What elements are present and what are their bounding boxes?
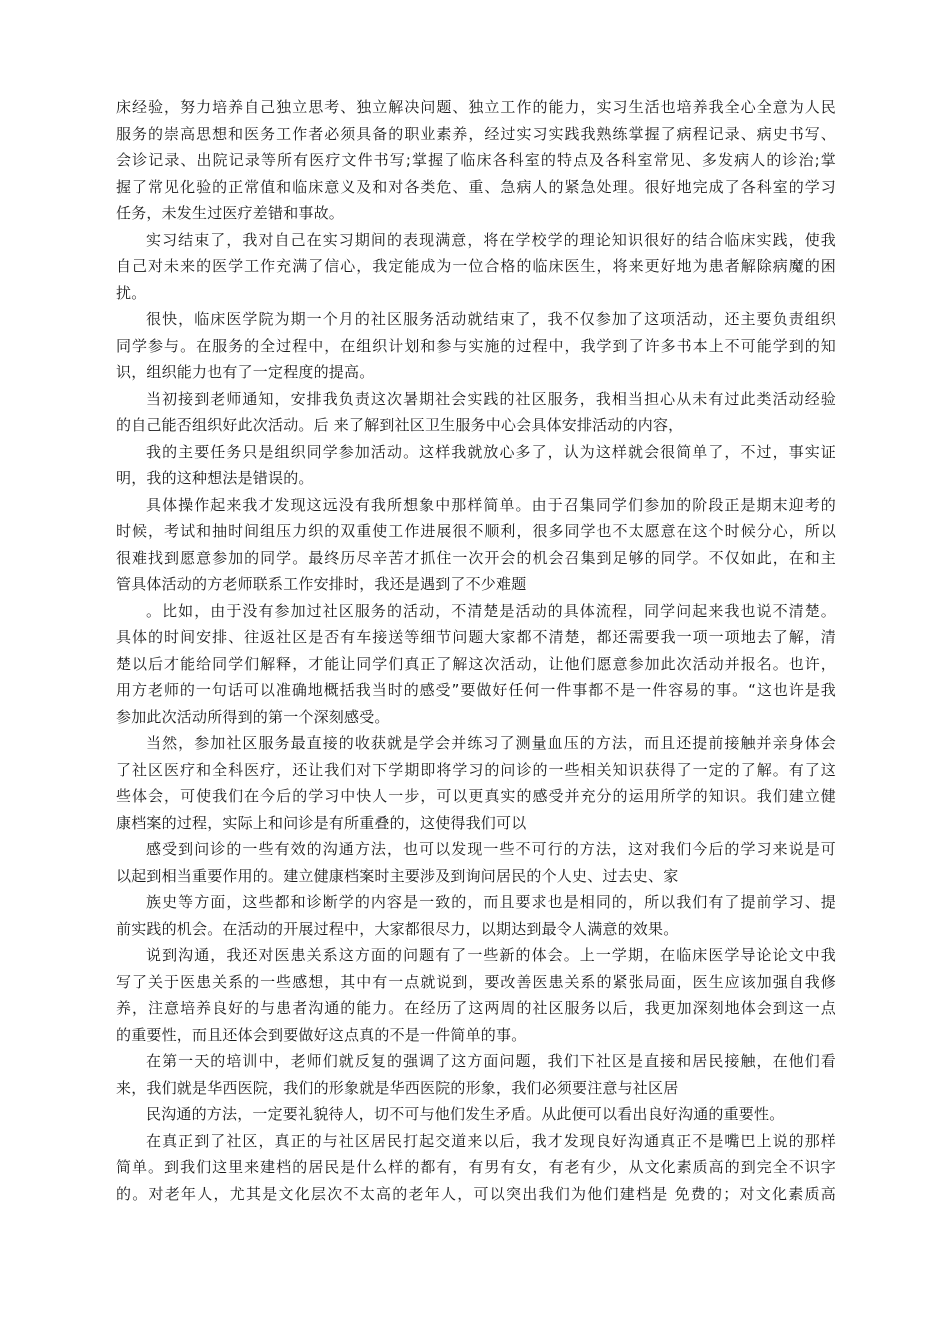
text-line: 楚以后才能给同学们解释，才能让同学们真正了解这次活动，让他们愿意参加此次活动并报名。也许， — [116, 654, 836, 673]
text-line: 。比如，由于没有参加过社区服务的活动，不清楚是活动的具体流程，同学问起来我也说不清楚。 — [146, 601, 836, 620]
document-body — [116, 94, 836, 1207]
text-line: 实习结束了，我对自己在实习期间的表现满意，将在学校学的理论知识很好的结合临床实践，使我 — [146, 230, 836, 249]
text-line: 参加此次活动所得到的第一个深刻感受。 — [116, 707, 390, 726]
text-line: 养，注意培养良好的与患者沟通的能力。在经历了这两周的社区服务以后，我更加深刻地体会到这一点 — [116, 999, 836, 1017]
text-line: 以起到相当重要作用的。建立健康档案时主要涉及到询问居民的个人史、过去史、家 — [116, 866, 679, 885]
text-line: 识，组织能力也有了一定程度的提高。 — [116, 363, 375, 381]
text-line: 同学参与。在服务的全过程中，在组织计划和参与实施的过程中，我学到了许多书本上不可能学到的知 — [116, 336, 836, 355]
text-line: 康档案的过程，实际上和问诊是有所重叠的，这使得我们可以 — [116, 813, 527, 832]
text-line: 管具体活动的方老师联系工作安排时，我还是遇到了不少难题 — [116, 575, 527, 593]
text-line: 的。对老年人，尤其是文化层次不太高的老年人，可以突出我们为他们建档是 免费的；对文化素质高 — [116, 1184, 836, 1203]
text-line: 民沟通的方法，一定要礼貌待人，切不可与他们发生矛盾。从此便可以看出良好沟通的重要性。 — [146, 1105, 785, 1123]
text-line: 了社区医疗和全科医疗，还让我们对下学期即将学习的问诊的一些相关知识获得了一定的了解。有了这 — [116, 760, 836, 779]
text-line: 族史等方面，这些都和诊断学的内容是一致的，而且要求也是相同的，所以我们有了提前学习、提 — [146, 893, 836, 911]
text-line: 具体的时间安排、往返社区是否有车接送等细节问题大家都不清楚，都还需要我一项一项地去了解，清 — [116, 628, 836, 646]
text-line: 服务的崇高思想和医务工作者必须具备的职业素养，经过实习实践我熟练掌握了病程记录、病史书写、 — [116, 124, 836, 143]
text-line: 说到沟通，我还对医患关系这方面的问题有了一些新的体会。上一学期，在临床医学导论论文中我 — [146, 946, 836, 964]
text-line: 任务，未发生过医疗差错和事故。 — [116, 204, 345, 222]
text-line: 前实践的机会。在活动的开展过程中，大家都很尽力，以期达到最令人满意的效果。 — [116, 919, 679, 938]
text-line: 感受到问诊的一些有效的沟通方法，也可以发现一些不可行的方法，这对我们今后的学习来说是可 — [146, 840, 836, 858]
text-line: 明，我的这种想法是错误的。 — [116, 469, 314, 487]
text-line: 用方老师的一句话可以准确地概括我当时的感受”要做好任何一件事都不是一件容易的事。“这也许是我 — [116, 681, 836, 699]
text-line: 的自己能否组织好此次活动。后 来了解到社区卫生服务中心会具体安排活动的内容， — [116, 416, 684, 434]
text-line: 很难找到愿意参加的同学。最终历尽辛苦才抓住一次开会的机会召集到足够的同学。不仅如此，在和主 — [116, 548, 836, 567]
text-line: 写了关于医患关系的一些感想，其中有一点就说到，要改善医患关系的紧张局面，医生应该加强自我修 — [116, 972, 836, 991]
text-line: 当然，参加社区服务最直接的收获就是学会并练习了测量血压的方法，而且还提前接触并亲身体会 — [146, 734, 836, 752]
text-line: 时候，考试和抽时间组压力织的双重使工作进展很不顺利，很多同学也不太愿意在这个时候分心，所以 — [116, 522, 836, 540]
text-line: 在第一天的培训中，老师们就反复的强调了这方面问题，我们下社区是直接和居民接触，在他们看 — [146, 1052, 836, 1070]
text-line: 床经验，努力培养自己独立思考、独立解决问题、独立工作的能力，实习生活也培养我全心全意为人民 — [116, 98, 836, 116]
text-line: 扰。 — [116, 283, 147, 302]
text-line: 来，我们就是华西医院，我们的形象就是华西医院的形象，我们必须要注意与社区居 — [116, 1078, 679, 1097]
text-line: 握了常见化验的正常值和临床意义及和对各类危、重、急病人的紧急处理。很好地完成了各科室的学习 — [116, 177, 836, 196]
text-line: 我的主要任务只是组织同学参加活动。这样我就放心多了，认为这样就会很简单了，不过，事实证 — [146, 442, 836, 461]
text-line: 的重要性，而且还体会到要做好这点真的不是一件简单的事。 — [116, 1025, 527, 1044]
text-line: 具体操作起来我才发现这远没有我所想象中那样简单。由于召集同学们参加的阶段正是期末迎考的 — [146, 495, 836, 514]
text-line: 自己对未来的医学工作充满了信心，我定能成为一位合格的临床医生，将来更好地为患者解除病魔的困 — [116, 257, 836, 275]
text-line: 会诊记录、出院记录等所有医疗文件书写;掌握了临床各科室的特点及各科室常见、多发病人的诊治;掌 — [116, 151, 836, 169]
text-line: 些体会，可使我们在今后的学习中快人一步，可以更真实的感受并充分的运用所学的知识。我们建立健 — [116, 787, 836, 805]
text-line: 很快，临床医学院为期一个月的社区服务活动就结束了，我不仅参加了这项活动，还主要负责组织 — [146, 310, 836, 328]
text-line: 当初接到老师通知，安排我负责这次暑期社会实践的社区服务，我相当担心从未有过此类活动经验 — [146, 389, 836, 408]
text-line: 简单。到我们这里来建档的居民是什么样的都有，有男有女，有老有少，从文化素质高的到完全不识字 — [116, 1158, 836, 1176]
text-line: 在真正到了社区，真正的与社区居民打起交道来以后，我才发现良好沟通真正不是嘴巴上说的那样 — [146, 1131, 836, 1150]
